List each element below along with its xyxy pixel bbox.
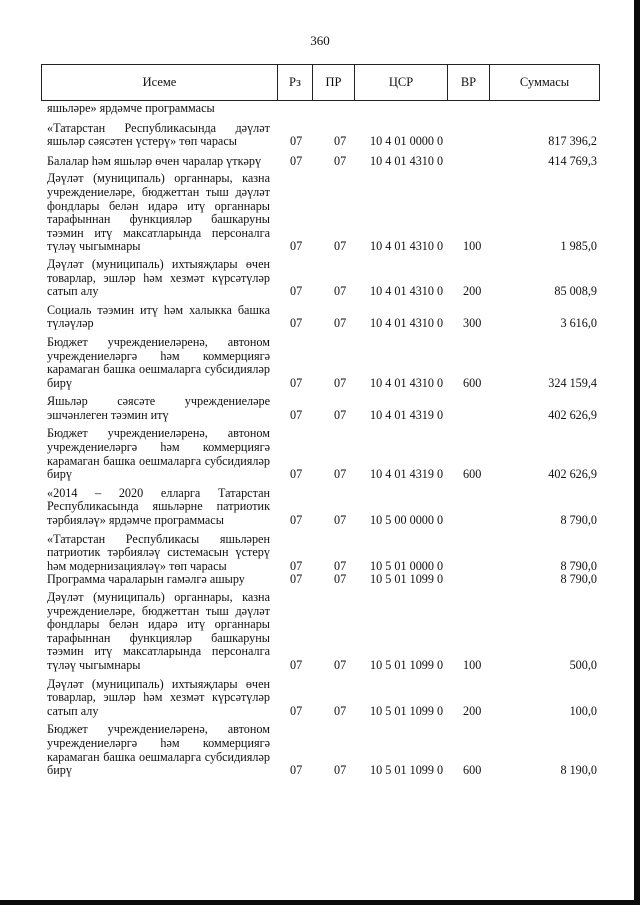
row-csr: 10 5 01 1099 0 <box>370 703 444 718</box>
table-row <box>47 258 607 299</box>
scan-edge-right <box>634 0 640 905</box>
row-sum: 85 008,9 <box>554 284 597 299</box>
page-number: 360 <box>310 33 330 48</box>
row-sum: 1 985,0 <box>560 239 597 254</box>
table-row <box>47 591 607 673</box>
row-name: Балалар һәм яшьләр өчен чаралар үткәрү <box>47 153 262 168</box>
table-row <box>47 102 607 116</box>
row-rz: 07 <box>290 572 303 587</box>
row-rz: 07 <box>290 513 303 528</box>
row-pr: 07 <box>334 316 347 331</box>
row-name: Дәүләт (муниципаль) органнары, казна учреждениеләре, бюджеттан тыш дәүләт фондлары белән идарә итү органнары тарафыннан функцияләр башкаруны тәэмин итү максатларында персоналга түләү чыгымнары <box>47 590 270 672</box>
row-vr: 600 <box>463 375 482 390</box>
row-csr: 10 5 00 0000 0 <box>370 513 444 528</box>
row-vr: 100 <box>463 239 482 254</box>
row-pr: 07 <box>334 558 347 573</box>
row-name: Дәүләт (муниципаль) ихтыяҗлары өчен товарлар, эшләр һәм хезмәт күрсәтүләр сатып алу <box>47 256 270 299</box>
row-csr: 10 4 01 4319 0 <box>370 407 444 422</box>
row-pr: 07 <box>334 375 347 390</box>
row-pr: 07 <box>334 657 347 672</box>
row-csr: 10 4 01 4310 0 <box>370 316 444 331</box>
header-csr: ЦСР <box>355 65 448 101</box>
table-header <box>41 64 600 101</box>
row-csr: 10 5 01 1099 0 <box>370 572 444 587</box>
row-name: Дәүләт (муниципаль) органнары, казна учреждениеләре, бюджеттан тыш дәүләт фондлары белән идарә итү органнары тарафыннан функцияләр башкаруны тәэмин итү максатларында персоналга түләү чыгымнары <box>47 171 270 254</box>
row-rz: 07 <box>290 407 303 422</box>
row-pr: 07 <box>334 153 347 168</box>
header-rz: Рз <box>278 65 313 101</box>
header-vr: ВР <box>448 65 490 101</box>
row-name: «Татарстан Республикасында дәүләт яшьләр сәясәтен үстерү» төп чарасы <box>47 120 270 149</box>
row-csr: 10 5 01 1099 0 <box>370 657 444 672</box>
row-pr: 07 <box>334 284 347 299</box>
table-row <box>47 573 607 587</box>
row-name: Бюджет учреждениеләренә, автоном учреждениеләргә һәм коммерциягә карамаган башка оешмаларга субсидияләр бирү <box>47 722 270 778</box>
row-rz: 07 <box>290 134 303 149</box>
table-body <box>47 102 607 778</box>
row-csr: 10 4 01 4310 0 <box>370 284 444 299</box>
row-sum: 324 159,4 <box>548 375 597 390</box>
row-vr: 300 <box>463 316 482 331</box>
row-csr: 10 4 01 4310 0 <box>370 153 444 168</box>
row-sum: 402 626,9 <box>548 407 597 422</box>
table-row <box>47 678 607 719</box>
table-row <box>47 723 607 777</box>
row-pr: 07 <box>334 239 347 254</box>
row-pr: 07 <box>334 467 347 482</box>
row-name: Бюджет учреждениеләренә, автоном учреждениеләргә һәм коммерциягә карамаган башка оешмаларга субсидияләр бирү <box>47 426 270 482</box>
table-row <box>47 395 607 422</box>
row-sum: 100,0 <box>569 703 597 718</box>
row-name: «2014 – 2020 елларга Татарстан Республикасында яшьләрне патриотик тәрбияләү» ярдәмче программасы <box>47 485 270 528</box>
row-csr: 10 4 01 0000 0 <box>370 134 444 149</box>
row-rz: 07 <box>290 153 303 168</box>
row-pr: 07 <box>334 572 347 587</box>
table-row <box>47 304 607 331</box>
table-row <box>47 427 607 481</box>
row-pr: 07 <box>334 407 347 422</box>
row-rz: 07 <box>290 763 303 778</box>
table-row <box>47 155 607 169</box>
row-sum: 8 790,0 <box>560 558 597 573</box>
row-sum: 8 790,0 <box>560 513 597 528</box>
row-sum: 500,0 <box>569 657 597 672</box>
row-csr: 10 5 01 0000 0 <box>370 558 444 573</box>
row-rz: 07 <box>290 703 303 718</box>
row-name: Программа чараларын гамәлгә ашыру <box>47 572 245 587</box>
row-name: яшьләре» ярдәмче программасы <box>47 101 215 115</box>
row-vr: 600 <box>463 467 482 482</box>
row-vr: 200 <box>463 284 482 299</box>
scan-edge-bottom <box>0 900 640 905</box>
row-vr: 600 <box>463 763 482 778</box>
row-sum: 8 790,0 <box>560 572 597 587</box>
row-rz: 07 <box>290 467 303 482</box>
row-csr: 10 4 01 4319 0 <box>370 467 444 482</box>
row-sum: 817 396,2 <box>548 134 597 149</box>
row-csr: 10 4 01 4310 0 <box>370 375 444 390</box>
row-sum: 8 190,0 <box>560 763 597 778</box>
header-sum: Суммасы <box>490 65 600 101</box>
row-name: «Татарстан Республикасы яшьләрен патриотик тәрбияләү системасын үстерү һәм модернизацияләү» төп чарасы <box>47 531 270 573</box>
table-row <box>47 336 607 390</box>
row-sum: 402 626,9 <box>548 467 597 482</box>
row-csr: 10 4 01 4310 0 <box>370 239 444 254</box>
header-name: Исеме <box>42 65 278 101</box>
row-rz: 07 <box>290 558 303 573</box>
row-pr: 07 <box>334 513 347 528</box>
row-sum: 3 616,0 <box>560 316 597 331</box>
row-sum: 414 769,3 <box>548 153 597 168</box>
row-rz: 07 <box>290 657 303 672</box>
row-rz: 07 <box>290 375 303 390</box>
row-name: Социаль тәэмин итү һәм халыкка башка түләүләр <box>47 302 270 331</box>
row-name: Яшьләр сәясәте учреждениеләре эшчәнлеген тәэмин итү <box>47 394 270 422</box>
row-pr: 07 <box>334 703 347 718</box>
row-pr: 07 <box>334 134 347 149</box>
table-row <box>47 122 607 149</box>
row-rz: 07 <box>290 284 303 299</box>
table-row <box>47 172 607 254</box>
row-csr: 10 5 01 1099 0 <box>370 763 444 778</box>
table-row <box>47 487 607 528</box>
row-rz: 07 <box>290 316 303 331</box>
row-vr: 200 <box>463 703 482 718</box>
row-vr: 100 <box>463 657 482 672</box>
header-pr: ПР <box>313 65 355 101</box>
table-row <box>47 533 607 574</box>
row-pr: 07 <box>334 763 347 778</box>
row-rz: 07 <box>290 239 303 254</box>
row-name: Дәүләт (муниципаль) ихтыяҗлары өчен товарлар, эшләр һәм хезмәт күрсәтүләр сатып алу <box>47 676 270 718</box>
row-name: Бюджет учреждениеләренә, автоном учреждениеләргә һәм коммерциягә карамаган башка оешмаларга субсидияләр бирү <box>47 334 270 390</box>
